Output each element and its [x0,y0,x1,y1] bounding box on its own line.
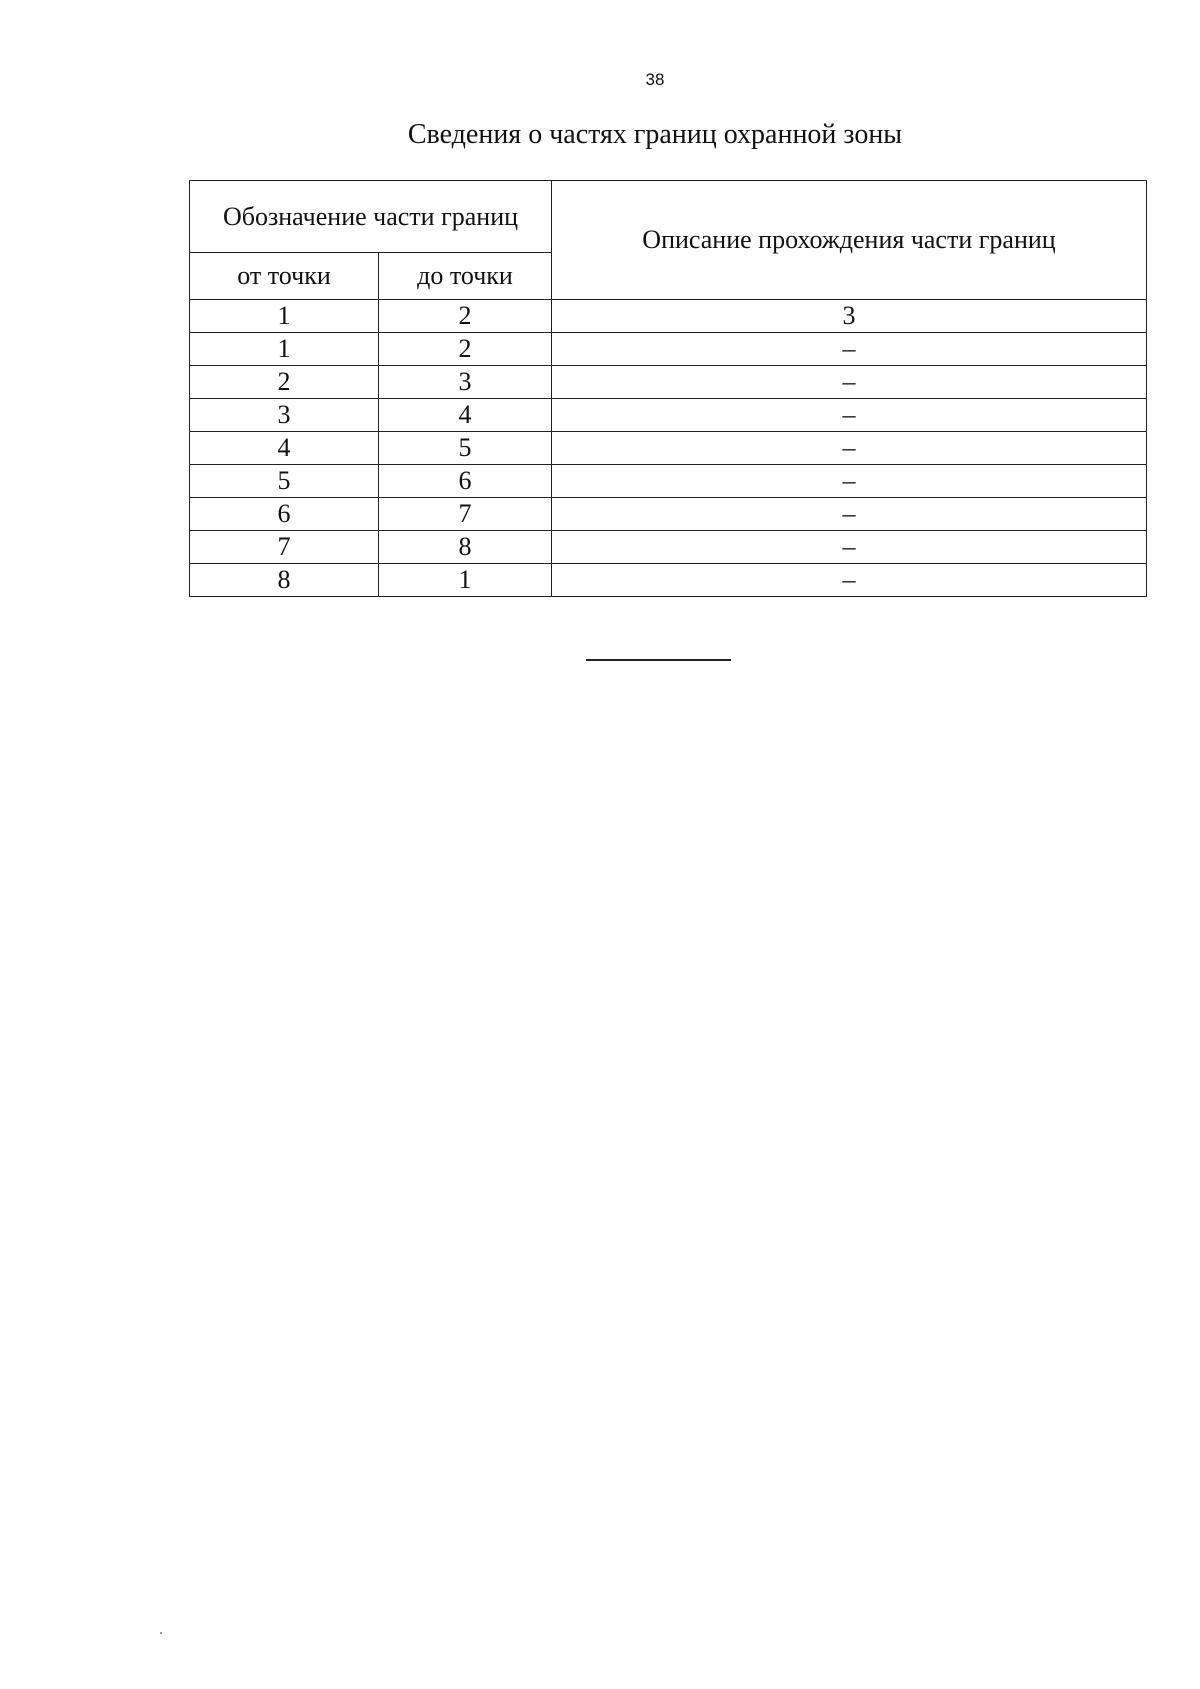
to-point-cell: 1 [379,564,552,597]
table-row [190,465,1147,498]
to-point-cell: 2 [379,333,552,366]
description-cell: – [552,432,1147,465]
table-row [190,432,1147,465]
to-point-cell: 6 [379,465,552,498]
table-row [190,399,1147,432]
description-cell: – [552,465,1147,498]
to-point-cell: 5 [379,432,552,465]
from-point-cell: 7 [190,531,379,564]
description-cell: – [552,498,1147,531]
table-row [190,498,1147,531]
header-boundary-description: Описание прохождения части границ [552,181,1147,300]
from-point-cell: 2 [190,366,379,399]
description-cell: – [552,333,1147,366]
from-point-cell: 1 [190,333,379,366]
table-body [190,300,1147,597]
to-point-cell: 4 [379,399,552,432]
column-number-2: 2 [379,300,552,333]
column-number-1: 1 [190,300,379,333]
page-title: Сведения о частях границ охранной зоны [407,119,903,150]
to-point-cell: 7 [379,498,552,531]
from-point-cell: 5 [190,465,379,498]
from-point-cell: 6 [190,498,379,531]
from-point-cell: 4 [190,432,379,465]
table-row [190,366,1147,399]
header-from-point: от точки [190,253,379,300]
description-cell: – [552,399,1147,432]
from-point-cell: 8 [190,564,379,597]
table-row [190,531,1147,564]
to-point-cell: 8 [379,531,552,564]
description-cell: – [552,531,1147,564]
column-number-row [190,300,1147,333]
boundary-parts-table [189,180,1147,597]
from-point-cell: 3 [190,399,379,432]
table-row [190,564,1147,597]
table-header [190,181,1147,300]
table-row [190,333,1147,366]
scan-speck [160,1632,162,1634]
to-point-cell: 3 [379,366,552,399]
page-number: 38 [645,70,665,89]
description-cell: – [552,564,1147,597]
closing-rule [586,659,731,661]
description-cell: – [552,366,1147,399]
header-boundary-designation: Обозначение части границ [190,181,552,253]
header-to-point: до точки [379,253,552,300]
column-number-3: 3 [552,300,1147,333]
